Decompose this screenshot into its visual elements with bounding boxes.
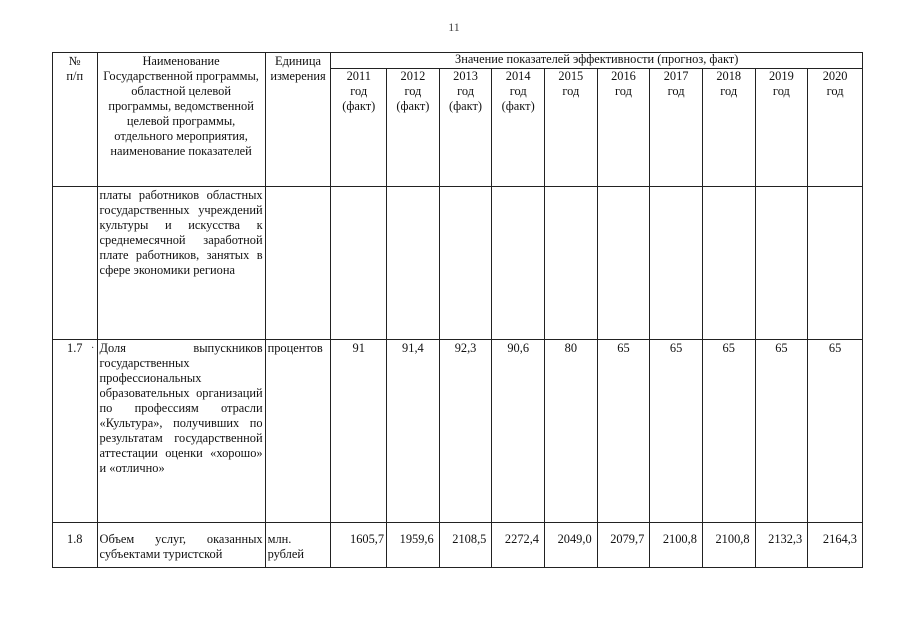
row-name: Доля выпускников государственных профессиональных образовательных организаций по профессиям отрасли «Культура», получивших по результатам государственной аттестации оценки «хорошо» и «отлично» [97, 340, 265, 523]
row-value: 2100,8 [702, 523, 755, 568]
row-value: 1605,7 [331, 523, 387, 568]
year-header [331, 69, 387, 187]
year-label: 2011 [346, 69, 371, 83]
row-value: 65 [650, 340, 703, 523]
row-value: 80 [545, 340, 598, 523]
row-value: 2272,4 [492, 523, 545, 568]
row-unit: процентов [265, 340, 331, 523]
row-value [808, 187, 863, 340]
row-name: платы работников областных государственных учреждений культуры и искусства к среднемесячной заработной плате работников, занятых в сфере экономики региона [97, 187, 265, 340]
row-value [702, 187, 755, 340]
year-header [808, 69, 863, 187]
year-sublabel: год [720, 84, 738, 98]
year-sublabel: год [562, 84, 580, 98]
row-name: Объем услуг, оказанных субъектами туристской [97, 523, 265, 568]
page-number: 11 [448, 20, 460, 34]
row-value [545, 187, 598, 340]
header-name: Наименование Государственной программы, областной целевой программы, ведомственной целевой программы, отдельного мероприятия, наименование показателей [97, 53, 265, 187]
year-sublabel: год [615, 84, 632, 98]
header-number: № п/п [53, 53, 98, 187]
year-header [650, 69, 703, 187]
scan-speck: · [91, 343, 95, 354]
header-unit: Единица измерения [265, 53, 331, 187]
year-label: 2018 [716, 69, 742, 83]
row-value [331, 187, 387, 340]
year-header [597, 69, 650, 187]
indicators-table [52, 52, 863, 568]
year-header [545, 69, 598, 187]
year-header [387, 69, 440, 187]
year-label: 2013 [453, 69, 478, 83]
year-label: 2019 [768, 69, 794, 83]
row-value [492, 187, 545, 340]
year-sublabel: год (факт) [396, 84, 430, 113]
table-row [53, 340, 863, 523]
year-label: 2012 [400, 69, 426, 83]
row-value [387, 187, 440, 340]
row-value: 2049,0 [545, 523, 598, 568]
row-value: 65 [597, 340, 650, 523]
table-row [53, 523, 863, 568]
row-value: 2164,3 [808, 523, 863, 568]
year-header [439, 69, 492, 187]
year-sublabel: год [772, 84, 790, 98]
row-number: 1.8 [53, 523, 98, 568]
row-value: 65 [702, 340, 755, 523]
row-value: 90,6 [492, 340, 545, 523]
table-row [53, 187, 863, 340]
row-value [650, 187, 703, 340]
row-value [439, 187, 492, 340]
row-value: 91,4 [387, 340, 440, 523]
row-value [755, 187, 808, 340]
row-value: 91 [331, 340, 387, 523]
header-values: Значение показателей эффективности (прогноз, факт) [331, 53, 863, 69]
row-value: 2079,7 [597, 523, 650, 568]
row-value: 1959,6 [387, 523, 440, 568]
year-sublabel: год (факт) [342, 84, 376, 113]
row-value: 2108,5 [439, 523, 492, 568]
row-value: 65 [808, 340, 863, 523]
row-number [53, 187, 98, 340]
year-sublabel: год (факт) [449, 84, 483, 113]
row-value [597, 187, 650, 340]
row-value: 2100,8 [650, 523, 703, 568]
year-label: 2015 [558, 69, 584, 83]
row-value: 92,3 [439, 340, 492, 523]
row-unit: млн. рублей [265, 523, 331, 568]
year-sublabel: год (факт) [501, 84, 535, 113]
row-value: 2132,3 [755, 523, 808, 568]
year-header [755, 69, 808, 187]
row-unit [265, 187, 331, 340]
year-label: 2017 [663, 69, 689, 83]
year-label: 2014 [505, 69, 531, 83]
year-header [492, 69, 545, 187]
year-sublabel: год [667, 84, 685, 98]
year-sublabel: год [826, 84, 844, 98]
year-label: 2020 [822, 69, 848, 83]
year-header [702, 69, 755, 187]
header-row-1 [53, 53, 863, 69]
year-label: 2016 [611, 69, 636, 83]
row-number: 1.7 [53, 340, 98, 523]
row-value: 65 [755, 340, 808, 523]
